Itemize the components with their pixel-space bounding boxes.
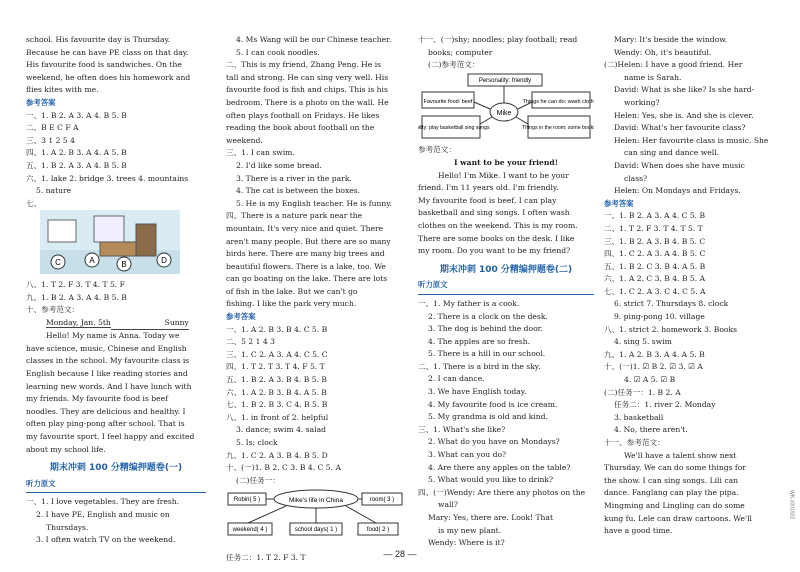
answer-line: 七、 bbox=[26, 198, 42, 208]
text-line: aren't many people. But there are so many bbox=[226, 236, 391, 246]
listening-line: 2. I have PE, English and music on bbox=[36, 510, 170, 519]
side-code: WK-1001922 bbox=[788, 490, 795, 520]
column-4 bbox=[604, 34, 784, 538]
answer-line: 二、B E C F A bbox=[26, 123, 79, 133]
answer-line: 八、1. in front of 2. helpful bbox=[226, 412, 329, 422]
text-line: birds here. There are many big trees and bbox=[226, 249, 385, 259]
listening-line: Mary: Yes, there are. Look! That bbox=[428, 513, 554, 522]
listening-line: wall? bbox=[438, 500, 458, 510]
answer-line: 七、1. B 2. B 3. C 4. B 5. B bbox=[226, 400, 328, 410]
task-line: 任务二：1. river 2. Monday bbox=[614, 400, 716, 410]
dialogue-line: class? bbox=[624, 173, 648, 183]
answer-line: 三、1. C 2. A 3. A 4. C 5. C bbox=[226, 349, 328, 359]
essay-line: classes in the school. My favourite class is bbox=[26, 356, 190, 366]
answer-line: 九、1. C 2. A 3. B 4. B 5. D bbox=[226, 450, 328, 460]
page-number: — 28 — bbox=[383, 549, 417, 559]
check-answers-2: 4. ☑ A 5. ☑ B bbox=[624, 375, 676, 385]
text-line: 3. There is a river in the park. bbox=[236, 173, 352, 183]
answer-line: 四、1. T 2. T 3. T 4. F 5. T bbox=[226, 362, 325, 372]
answer-line: 一、1. B 2. A 3. A 4. C 5. B bbox=[604, 211, 706, 221]
check-answers-1: 十、(一)1. ☑ B 2. ☑ 3. ☑ A bbox=[604, 362, 703, 372]
text-line: can go boating on the lake. There are lots bbox=[226, 274, 388, 284]
text-line: 三、1. I can swim. bbox=[226, 148, 295, 158]
answer-line: 一、1. A 2. B 3. B 4. C 5. B bbox=[226, 324, 328, 334]
text-line: favourite food is fish and chips. This is his bbox=[226, 85, 388, 95]
text-line: 5. I can cook noodles. bbox=[236, 47, 320, 57]
mindmap-room: room( 3 ) bbox=[369, 497, 395, 504]
dialogue-line: can sing and dance well. bbox=[624, 148, 719, 158]
answer-line: 九、1. B 2. A 3. A 4. B 5. B bbox=[26, 292, 127, 302]
answer-line: 四、1. A 2. B 3. A 4. A 5. B bbox=[26, 148, 127, 158]
diagram-ability: Ability: play basketball sing songs bbox=[418, 124, 490, 131]
answer-line: 二、1. T 2. F 3. T 4. T 5. T bbox=[604, 223, 703, 233]
mind-map bbox=[226, 487, 406, 547]
diagram-room: Things in the room: some books bbox=[522, 124, 594, 131]
text-line: fishing. I like the park very much. bbox=[226, 299, 357, 309]
listening-line: 一、1. My father is a cook. bbox=[418, 298, 520, 308]
diary-header bbox=[26, 317, 206, 331]
listening-line: 3. What can you do? bbox=[428, 450, 507, 460]
text-line: 5. He is my English teacher. He is funny. bbox=[236, 198, 392, 208]
answer-line: 一、1. B 2. A 3. A 4. B 5. B bbox=[26, 110, 127, 120]
listening-line: 三、1. What's she like? bbox=[418, 424, 506, 434]
column-1 bbox=[26, 34, 206, 547]
essay-line: There are some books on the desk. I like bbox=[418, 233, 575, 243]
essay-line: We'll have a talent show next bbox=[624, 450, 737, 460]
answer-line: 3. dance; swim 4. salad bbox=[236, 425, 326, 435]
picture-answer bbox=[40, 210, 206, 279]
dialogue-line: David: What's her favourite class? bbox=[614, 123, 746, 133]
dialogue-line: (二)Helen: I have a good friend. Her bbox=[604, 60, 743, 70]
diagram-center: Mike bbox=[496, 109, 512, 117]
essay-line: kung fu. Lele can draw cartoons. We'll bbox=[604, 513, 752, 523]
answer-line: 七、1. C 2. A 3. C 4. C 5. A bbox=[604, 286, 706, 296]
essay-line: Mingming and Lingling can do some bbox=[604, 500, 745, 510]
text-line: 二、This is my friend, Zhang Peng. He is bbox=[226, 60, 382, 70]
text-line: 十一、(一)shy; noodles; play football; read bbox=[418, 35, 578, 44]
listening-line: 一、1. I love vegetables. They are fresh. bbox=[26, 497, 180, 507]
essay-line: have a good time. bbox=[604, 526, 673, 536]
pic-label: C bbox=[55, 258, 61, 268]
mindmap-robin: Robin( 5 ) bbox=[233, 497, 261, 504]
diagram-personality: Personality: friendly bbox=[478, 77, 532, 84]
text-line: Because he can have PE class on that day. bbox=[26, 47, 189, 57]
essay-line: friend. I'm 11 years old. I'm friendly. bbox=[418, 183, 559, 193]
listening-line: 5. There is a hill in our school. bbox=[428, 349, 546, 359]
answer-line: 二、5 2 1 4 3 bbox=[226, 337, 275, 347]
listening-line: Thursdays. bbox=[46, 522, 89, 532]
divider bbox=[418, 294, 594, 295]
text-line: His favourite food is sandwiches. On the bbox=[26, 60, 182, 70]
text-line: flies kites with me. bbox=[26, 85, 99, 95]
listening-line: 2. I can dance. bbox=[428, 374, 485, 384]
answer-line: 十、(一)1. B 2. C 3. B 4. C 5. A bbox=[226, 463, 341, 473]
pic-label: D bbox=[161, 256, 167, 266]
text-line: mountain. It's very nice and quiet. There bbox=[226, 223, 384, 233]
listening-line: 5. My grandma is old and kind. bbox=[428, 412, 548, 422]
diagram-food: Favourite food: beef bbox=[423, 98, 473, 105]
dialogue-line: David: When does she have music bbox=[614, 160, 745, 170]
listening-heading: 听力原文 bbox=[418, 280, 448, 290]
essay-line: Thursday. We can do some things for bbox=[604, 463, 746, 473]
mindmap-weekend: weekend( 4 ) bbox=[232, 527, 268, 534]
essay-title: I want to be your friend! bbox=[453, 157, 559, 167]
reference-essay-label: 十一、参考范文： bbox=[604, 438, 665, 447]
listening-line: 4. My favourite food is ice cream. bbox=[428, 399, 558, 409]
answer-line: 八、1. T 2. F 3. T 4. T 5. F bbox=[26, 279, 125, 289]
listening-line: 3. I often watch TV on the weekend. bbox=[36, 535, 176, 545]
mike-diagram bbox=[418, 72, 594, 140]
text-line: of fish in the lake. But we can't go bbox=[226, 286, 358, 296]
essay-line: often play ping-pong after school. That is bbox=[26, 419, 185, 429]
section-title: 期末冲刺 100 分精编押题卷(二) bbox=[439, 264, 573, 275]
text-line: school. His favourite day is Thursday. bbox=[26, 35, 171, 44]
listening-line: 2. There is a clock on the desk. bbox=[428, 311, 548, 321]
dialogue-line: working? bbox=[624, 97, 660, 107]
text-line: beautiful flowers. There is a lake, too. We bbox=[226, 261, 386, 271]
text-line: reading the book about football on the bbox=[226, 123, 375, 133]
dialogue-line: name is Sarah. bbox=[624, 72, 682, 82]
essay-line: my room. Do you want to be my friend? bbox=[418, 246, 571, 256]
essay-line: about my school life. bbox=[26, 444, 106, 454]
text-line: often plays football on Fridays. He likes bbox=[226, 110, 380, 120]
answer-line: 4. sing 5. swim bbox=[614, 337, 672, 347]
reference-answer-heading: 参考答案 bbox=[226, 312, 256, 322]
answer-line: 9. ping-pong 10. village bbox=[614, 312, 705, 322]
text-line: 4. Ms Wang will be our Chinese teacher. bbox=[236, 35, 392, 44]
diary-weather: Sunny bbox=[111, 317, 189, 331]
dialogue-line: Wendy: Oh, it's beautiful. bbox=[614, 47, 712, 57]
essay-line: noodles. They are delicious and healthy. I bbox=[26, 406, 186, 416]
text-line: weekend. bbox=[226, 135, 263, 145]
text-line: weekend, he often does his homework and bbox=[26, 72, 191, 82]
essay-line: English because I like reading stories and bbox=[26, 369, 188, 379]
answer-line: 五、1. B 2. C 3. B 4. A 5. B bbox=[604, 261, 706, 271]
column-2 bbox=[226, 34, 410, 565]
dialogue-line: Helen: Yes, she is. And she is clever. bbox=[614, 110, 754, 120]
essay-line: clothes on the weekend. This is my room. bbox=[418, 220, 578, 230]
dialogue-line: Mary: It's beside the window. bbox=[614, 35, 728, 44]
listening-line: is my new plant. bbox=[438, 525, 502, 535]
pic-label: B bbox=[121, 260, 127, 270]
listening-line: 4. Are there any apples on the table? bbox=[428, 462, 571, 472]
dialogue-line: Helen: On Mondays and Fridays. bbox=[614, 186, 741, 196]
essay-line: Hello! I'm Mike. I want to be your bbox=[438, 170, 569, 180]
text-line: books; computer bbox=[428, 47, 493, 57]
answer-line: 六、1. A 2. B 3. B 4. A 5. B bbox=[226, 387, 327, 397]
mindmap-food: food( 2 ) bbox=[366, 527, 390, 534]
essay-line: my friends. My favourite food is beef bbox=[26, 394, 168, 404]
essay-line: dance. Fanglang can play the pipa. bbox=[604, 488, 739, 498]
essay-line: my favourite sport. I feel happy and excited bbox=[26, 432, 195, 442]
essay-line: the show. I can sing songs. Lili can bbox=[604, 475, 738, 485]
room-illustration bbox=[40, 210, 180, 274]
listening-line: 4. The apples are so fresh. bbox=[428, 336, 531, 346]
listening-line: 3. We have English today. bbox=[428, 387, 527, 397]
text-line: 四、There is a nature park near the bbox=[226, 211, 363, 221]
answer-line: 四、1. C 2. A 3. A 4. B 5. C bbox=[604, 249, 706, 259]
dialogue-line: Helen: Her favourite class is music. She bbox=[614, 135, 769, 145]
text-line: bedroom. There is a photo on the wall. He bbox=[226, 97, 389, 107]
answer-line: 六、1. A 2. C 3. B 4. B 5. A bbox=[604, 274, 706, 284]
task-two: 任务二：1. T 2. F 3. T bbox=[226, 552, 306, 562]
answer-line: 6. strict 7. Thursdays 8. clock bbox=[614, 299, 729, 309]
answer-line: 三、1. B 2. A 3. B 4. B 5. C bbox=[604, 236, 706, 246]
listening-line: 二、1. There is a bird in the sky. bbox=[418, 361, 541, 371]
text-line: (二)参考范文： bbox=[428, 60, 480, 70]
answer-line: 五、1. B 2. A 3. B 4. B 5. B bbox=[226, 375, 327, 385]
answer-line: 八、1. strict 2. homework 3. Books bbox=[604, 324, 737, 334]
task-line: (二)任务一：1. B 2. A bbox=[604, 387, 681, 397]
answer-line: 三、3 1 2 5 4 bbox=[26, 135, 75, 145]
listening-line: 5. What would you like to drink? bbox=[428, 475, 554, 485]
text-line: 4. The cat is between the boxes. bbox=[236, 186, 361, 196]
answer-line: 六、1. lake 2. bridge 3. trees 4. mountains bbox=[26, 173, 189, 183]
listening-line: 2. What do you have on Mondays? bbox=[428, 437, 560, 447]
answer-line: 九、1. A 2. B 3. A 4. A 5. B bbox=[604, 349, 705, 359]
listening-heading: 听力原文 bbox=[26, 478, 56, 488]
divider bbox=[26, 492, 206, 493]
reference-answer-heading: 参考答案 bbox=[604, 198, 634, 208]
column-3 bbox=[418, 34, 594, 550]
text-line: 2. I'd like some bread. bbox=[236, 160, 322, 170]
section-title: 期末冲刺 100 分精编押题卷(一) bbox=[49, 463, 183, 474]
text-line: tall and strong. He can sing very well. His bbox=[226, 72, 389, 82]
pic-label: A bbox=[89, 256, 95, 266]
essay-line: have science, music, Chinese and English bbox=[26, 343, 187, 353]
reference-essay-label: 参考范文： bbox=[418, 145, 456, 155]
mindmap-center: Mike's life in China bbox=[289, 497, 343, 505]
task-line: 3. basketball bbox=[614, 412, 664, 422]
mindmap-school: school days( 1 ) bbox=[294, 527, 338, 534]
answer-line: 十、参考范文： bbox=[26, 305, 80, 315]
diagram-do: Things he can do: wash clothes bbox=[522, 98, 594, 105]
answer-line: 5. nature bbox=[36, 186, 72, 196]
essay-line: My favourite food is beef. I can play bbox=[418, 195, 557, 205]
listening-line: Wendy: Where is it? bbox=[428, 538, 505, 548]
task-line: 4. No, there aren't. bbox=[614, 425, 688, 435]
reference-answer-heading: 参考答案 bbox=[26, 97, 56, 107]
essay-line: learning new words. And I have lunch with bbox=[26, 381, 192, 391]
answer-line: 5. Is; clock bbox=[236, 438, 278, 447]
dialogue-line: David: What is she like? Is she hard- bbox=[614, 85, 755, 95]
essay-line: Hello! My name is Anna. Today we bbox=[46, 331, 180, 341]
listening-line: 四、(一)Wendy: Are there any photos on the bbox=[418, 487, 586, 497]
answer-line: (二)任务一： bbox=[236, 475, 280, 485]
diary-date: Monday, Jan. 5th bbox=[46, 317, 111, 327]
listening-line: 3. The dog is behind the door. bbox=[428, 324, 543, 334]
answer-line: 五、1. B 2. A 3. A 4. B 5. B bbox=[26, 160, 127, 170]
essay-line: basketball and sing songs. I often wash bbox=[418, 208, 570, 218]
